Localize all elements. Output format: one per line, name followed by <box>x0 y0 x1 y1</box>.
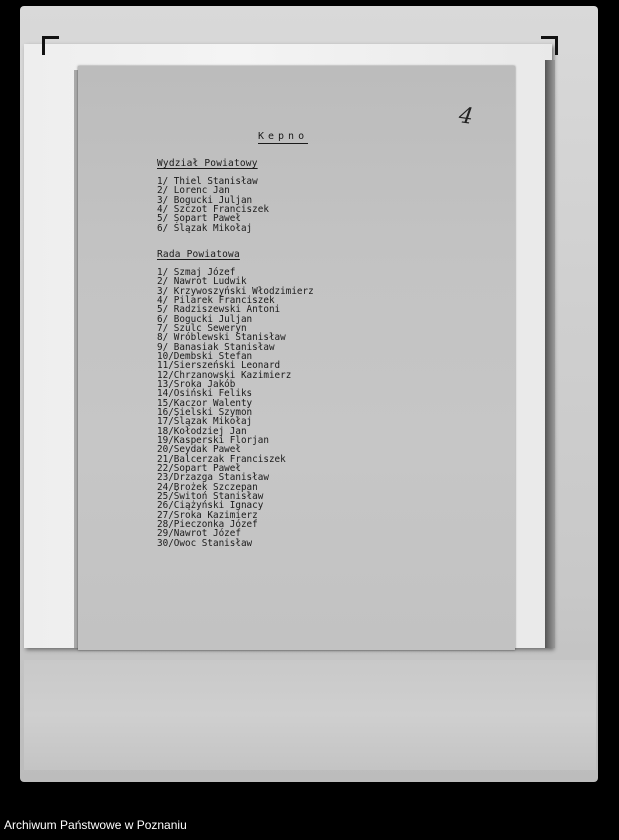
member-entry: 18/Kołodziej Jan <box>157 425 247 437</box>
member-entry: 6/ Ślązak Mikołaj <box>157 222 253 234</box>
handwritten-page-number: 4 <box>457 103 475 130</box>
member-entry: 21/Balcerzak Franciszek <box>157 453 286 465</box>
member-entry: 16/Sielski Szymon <box>157 406 253 418</box>
member-entry: 30/Owoc Stanisław <box>157 537 253 549</box>
member-entry: 19/Kasperski Florjan <box>157 434 269 446</box>
section-heading-rada-powiatowa: Rada Powiatowa <box>157 249 240 260</box>
member-entry: 14/Osiński Feliks <box>157 388 253 400</box>
member-entry: 2/ Lorenc Jan <box>157 185 230 197</box>
member-entry: 3/ Krzywoszyński Włodzimierz <box>157 285 314 297</box>
member-entry: 25/Świtoń Stanisław <box>157 490 264 502</box>
member-entry: 27/Sroka Kazimierz <box>157 509 258 521</box>
member-entry: 28/Pieczonka Józef <box>157 518 258 530</box>
member-entry: 8/ Wróblewski Stanisław <box>157 332 286 344</box>
lower-film-area <box>24 660 596 770</box>
member-entry: 15/Kaczor Walenty <box>157 397 253 409</box>
member-entry: 23/Drzazga Stanisław <box>157 472 269 484</box>
section-heading-wydzial-powiatowy: Wydział Powiatowy <box>157 158 258 169</box>
member-entry: 1/ Thiel Stanisław <box>157 176 258 187</box>
member-entry: 26/Ciążyński Ignacy <box>157 500 264 512</box>
member-entry: 24/Brożek Szczepan <box>157 481 258 493</box>
member-entry: 5/ Sopart Paweł <box>157 213 241 225</box>
member-entry: 9/ Banasiak Stanisław <box>157 341 275 353</box>
member-entry: 29/Nawrot Józef <box>157 528 241 540</box>
member-entry: 2/ Nawrot Ludwik <box>157 276 247 288</box>
rada-powiatowa-member-list <box>157 268 314 548</box>
member-entry: 5/ Radziszewski Antoni <box>157 304 281 316</box>
member-entry: 13/Sroka Jakób <box>157 378 236 390</box>
member-entry: 1/ Szmaj Józef <box>157 267 236 278</box>
member-entry: 4/ Pilarek Franciszek <box>157 294 275 306</box>
member-entry: 12/Chrzanowski Kazimierz <box>157 369 292 381</box>
member-entry: 11/Sierszeński Leonard <box>157 360 281 372</box>
member-entry: 20/Seydak Paweł <box>157 444 241 456</box>
sheet-shadow <box>545 60 555 648</box>
member-entry: 17/Ślązak Mikołaj <box>157 416 253 428</box>
member-entry: 7/ Szulc Seweryn <box>157 322 247 334</box>
member-entry: 6/ Bogucki Juljan <box>157 313 253 325</box>
member-entry: 10/Dembski Stefan <box>157 350 253 362</box>
document-title: Kepno <box>258 131 309 142</box>
member-entry: 22/Sopart Paweł <box>157 462 241 474</box>
corner-mark-right <box>541 36 558 55</box>
member-entry: 3/ Bogucki Juljan <box>157 194 253 206</box>
wydzial-powiatowy-member-list <box>157 177 269 233</box>
member-entry: 4/ Szczot Franciszek <box>157 203 269 215</box>
archive-caption: Archiwum Państwowe w Poznaniu <box>4 818 187 832</box>
corner-mark-left <box>42 36 59 55</box>
